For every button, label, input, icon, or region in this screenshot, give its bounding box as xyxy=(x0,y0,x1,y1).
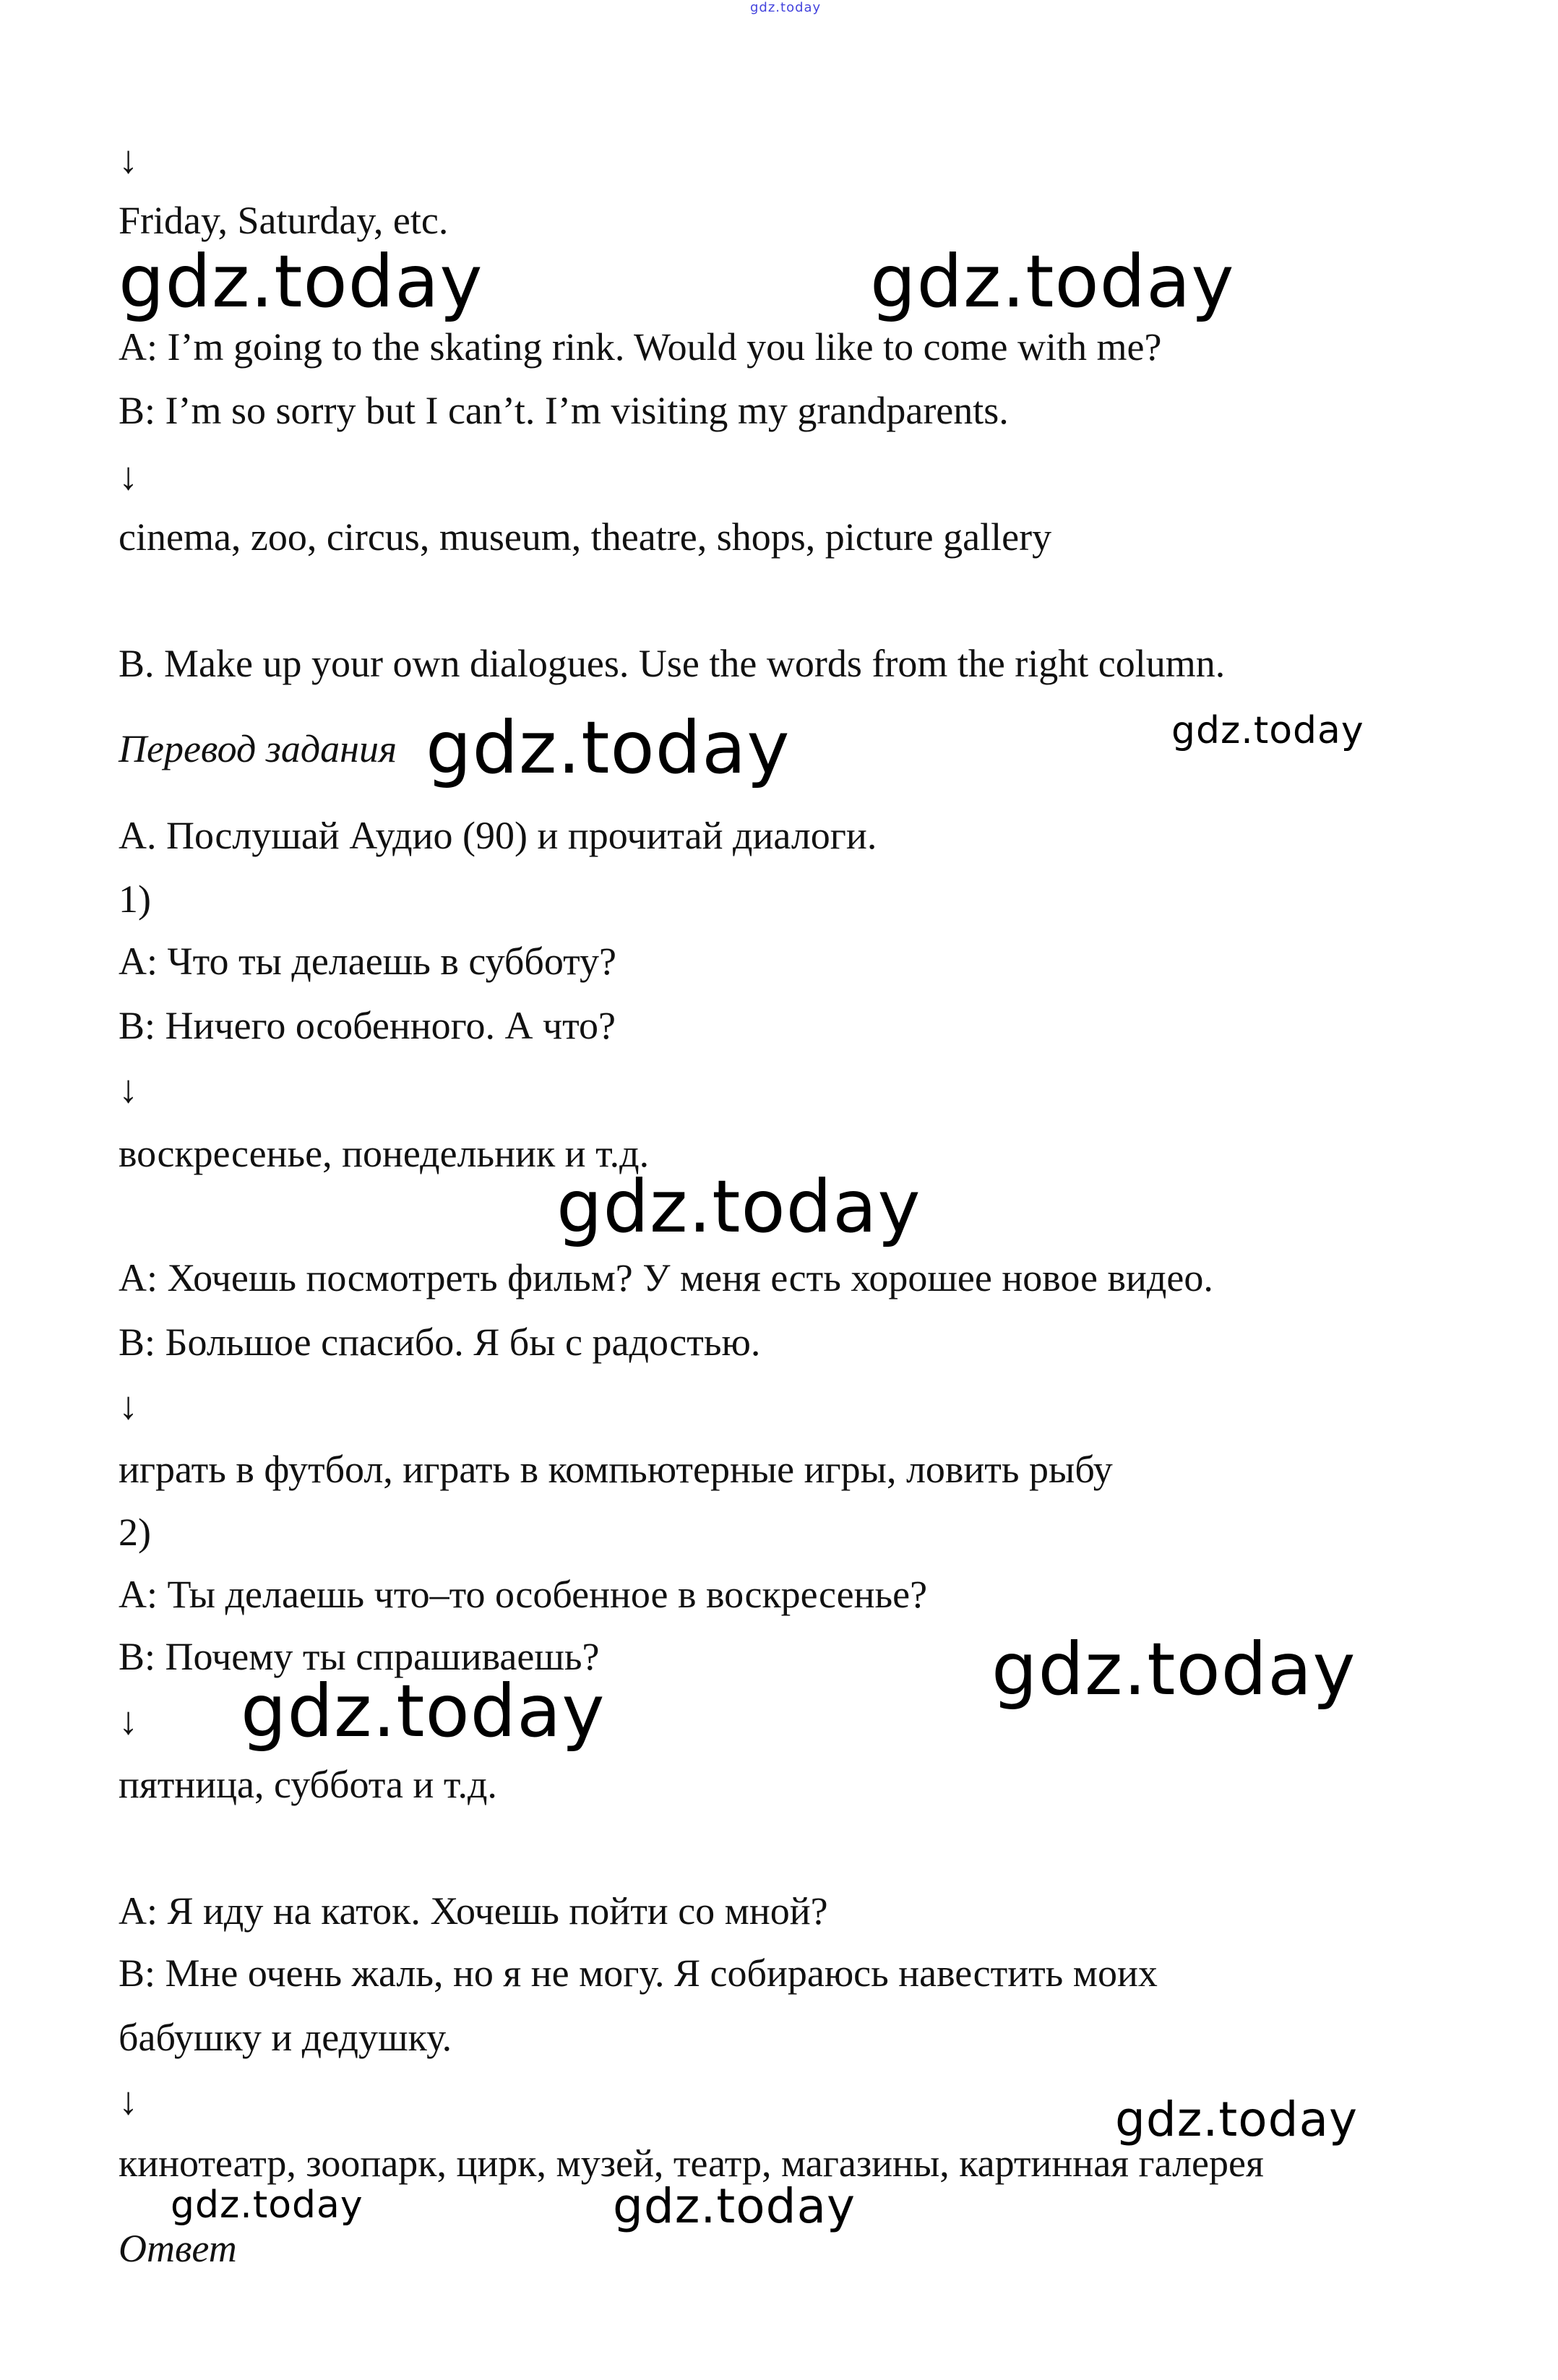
text-line: A: Хочешь посмотреть фильм? У меня есть хорошее новое видео. xyxy=(119,1256,1213,1299)
text-line: ↓ xyxy=(119,1067,138,1111)
text-line: Friday, Saturday, etc. xyxy=(119,199,449,242)
text-line: A: Ты делаешь что–то особенное в воскресенье? xyxy=(119,1573,928,1616)
text-line: B: Ничего особенного. А что? xyxy=(119,1004,616,1047)
watermark: gdz.today xyxy=(426,705,791,790)
watermark: gdz.today xyxy=(1171,709,1364,752)
text-line: играть в футбол, играть в компьютерные игры, ловить рыбу xyxy=(119,1448,1113,1491)
text-line: A: I’m going to the skating rink. Would you like to come with me? xyxy=(119,325,1162,369)
text-line: ↓ xyxy=(119,1699,138,1743)
text-line: ↓ xyxy=(119,138,138,181)
answer-heading: Ответ xyxy=(119,2227,237,2270)
text-line: 2) xyxy=(119,1511,151,1554)
text-line: A. Послушай Аудио (90) и прочитай диалоги. xyxy=(119,814,877,857)
watermark-top: gdz.today xyxy=(750,0,822,15)
text-line: B: Мне очень жаль, но я не могу. Я собираюсь навестить моих xyxy=(119,1951,1158,1995)
watermark: gdz.today xyxy=(1115,2092,1359,2147)
watermark: gdz.today xyxy=(991,1627,1356,1711)
text-line: ↓ xyxy=(119,1384,138,1427)
text-line: A: Что ты делаешь в субботу? xyxy=(119,940,617,983)
text-line: ↓ xyxy=(119,455,138,498)
watermark: gdz.today xyxy=(870,239,1235,324)
watermark: gdz.today xyxy=(171,2183,363,2227)
text-line: бабушку и дедушку. xyxy=(119,2016,452,2059)
watermark: gdz.today xyxy=(241,1669,606,1753)
text-line: кинотеатр, зоопарк, цирк, музей, театр, магазины, картинная галерея xyxy=(119,2141,1264,2185)
watermark: gdz.today xyxy=(613,2178,856,2234)
translation-heading: Перевод задания xyxy=(119,727,397,770)
text-line: B: Почему ты спрашиваешь? xyxy=(119,1635,600,1678)
text-line: A: Я иду на каток. Хочешь пойти со мной? xyxy=(119,1889,828,1933)
watermark: gdz.today xyxy=(556,1164,921,1249)
text-line: воскресенье, понедельник и т.д. xyxy=(119,1132,650,1175)
task-b-heading: B. Make up your own dialogues. Use the words from the right column. xyxy=(119,642,1226,685)
watermark: gdz.today xyxy=(119,239,483,324)
text-line: cinema, zoo, circus, museum, theatre, shops, picture gallery xyxy=(119,515,1052,559)
text-line: B: Большое спасибо. Я бы с радостью. xyxy=(119,1320,761,1364)
text-line: ↓ xyxy=(119,2079,138,2123)
text-line: B: I’m so sorry but I can’t. I’m visiting my grandparents. xyxy=(119,389,1009,432)
text-line: 1) xyxy=(119,877,151,921)
text-line: пятница, суббота и т.д. xyxy=(119,1763,497,1806)
